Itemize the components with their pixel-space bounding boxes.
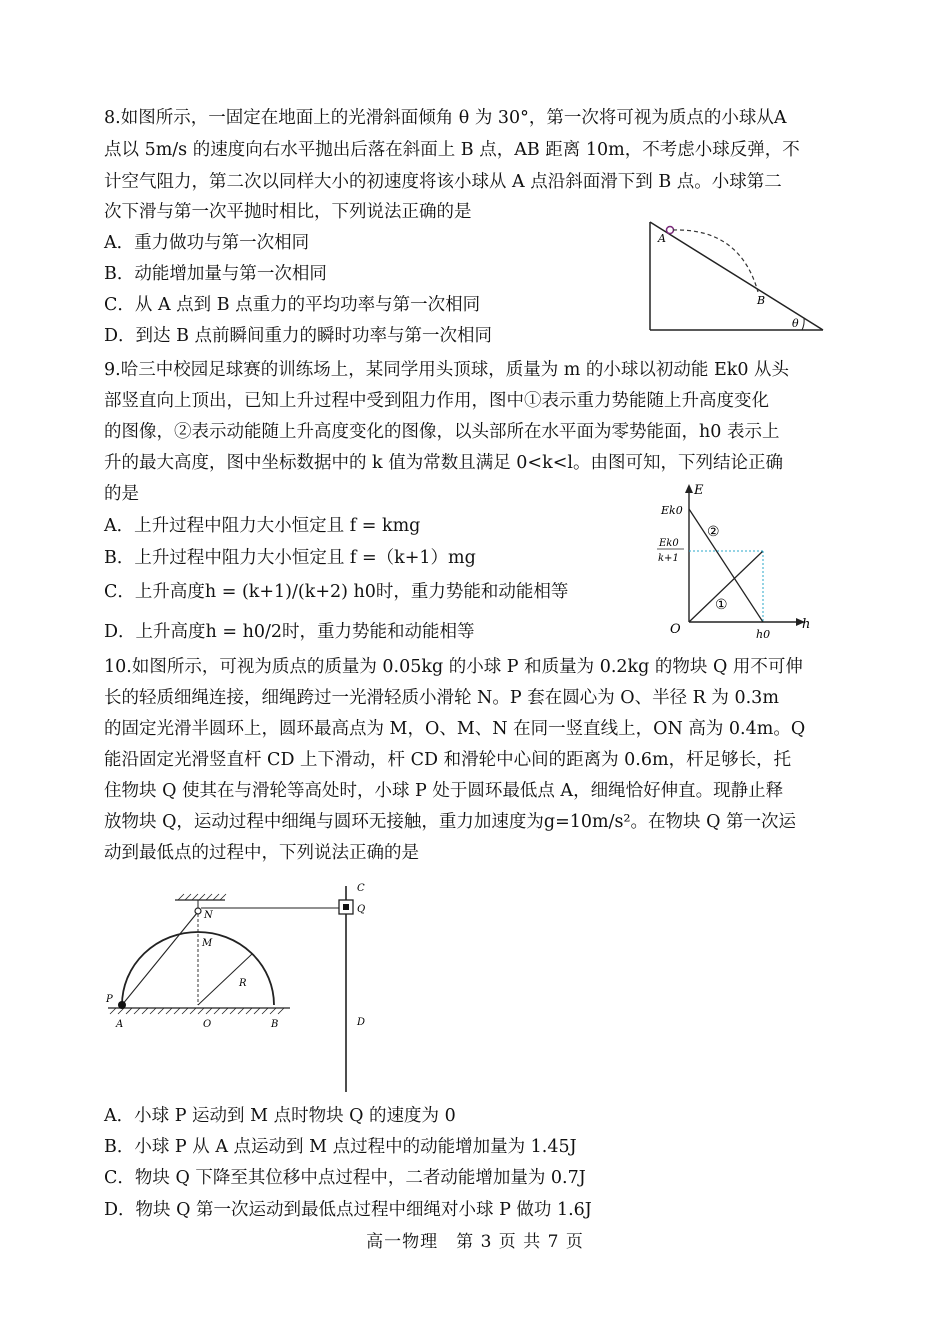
q8-option-b: B．动能增加量与第一次相同 (104, 264, 327, 284)
q9-option-b: B．上升过程中阻力大小恒定且 f =（k+1）mg (104, 548, 476, 568)
q9-stem-line-2: 部竖直向上顶出，已知上升过程中受到阻力作用，图中①表示重力势能随上升高度变化 (104, 391, 769, 411)
q8-label-b: B (757, 294, 766, 307)
q8-label-a: A (658, 232, 666, 245)
q10-option-d: D．物块 Q 第一次运动到最低点过程中细绳对小球 P 做功 1.6J (104, 1200, 592, 1220)
q9-stem-line-3: 的图像，②表示动能随上升高度变化的图像，以头部所在水平面为零势能面，h0 表示上 (104, 422, 780, 442)
q9-stem-line-4: 升的最大高度，图中坐标数据中的 k 值为常数且满足 0<k<l。由图可知，下列结论正确 (104, 453, 783, 473)
q10-option-a: A．小球 P 运动到 M 点时物块 Q 的速度为 0 (104, 1106, 456, 1126)
q9-stem-line-1: 9.哈三中校园足球赛的训练场上，某同学用头顶球，质量为 m 的小球以初动能 Ek0 从头 (104, 360, 790, 380)
q9-tick-frac-num: Ek0 (659, 538, 679, 549)
q10-label-o: O (203, 1019, 212, 1030)
q10-stem-line-4: 能沿固定光滑竖直杆 CD 上下滑动，杆 CD 和滑轮中心间的距离为 0.6m，杆足够长，托 (104, 750, 792, 770)
q8-option-a: A．重力做功与第一次相同 (104, 233, 310, 253)
q10-label-b: B (271, 1019, 279, 1030)
q10-label-r: R (239, 978, 247, 989)
q9-option-a: A．上升过程中阻力大小恒定且 f = kmg (104, 516, 421, 536)
q10-stem-line-7: 动到最低点的过程中，下列说法正确的是 (104, 843, 419, 863)
q9-energy-graph (650, 480, 820, 642)
q10-label-m: M (202, 938, 213, 949)
q9-tick-ek0: Ek0 (661, 504, 683, 517)
page-footer: 高一物理 第 3 页 共 7 页 (366, 1232, 584, 1252)
ball-p-icon (118, 1001, 126, 1009)
q8-stem-line-2: 点以 5m/s 的速度向右水平抛出后落在斜面上 B 点，AB 距离 10m，不考虑小球反弹，不 (104, 140, 800, 160)
q10-stem-line-3: 的固定光滑半圆环上，圆环最高点为 M，O、M、N 在同一竖直线上，ON 高为 0.4m。Q (104, 719, 806, 739)
q10-label-d: D (357, 1017, 366, 1028)
q9-tick-frac-den: k+1 (658, 553, 679, 564)
q9-option-d: D．上升高度h = h0/2时，重力势能和动能相等 (104, 622, 475, 642)
q9-curve-2-label: ② (707, 524, 720, 540)
q8-label-theta: θ (792, 317, 799, 330)
q10-option-c: C．物块 Q 下降至其位移中点过程中，二者动能增加量为 0.7J (104, 1168, 586, 1188)
q10-label-c: C (357, 883, 365, 894)
q10-label-p: P (106, 994, 113, 1005)
q10-stem-line-5: 住物块 Q 使其在与滑轮等高处时，小球 P 处于圆环最低点 A，细绳恰好伸直。现静止释 (104, 781, 784, 801)
q10-stem-line-6: 放物块 Q，运动过程中细绳与圆环无接触，重力加速度为g=10m/s²。在物块 Q 第一次运 (104, 812, 796, 832)
q9-axis-h: h (802, 617, 811, 632)
q10-label-n: N (204, 910, 213, 921)
ball-icon (667, 227, 674, 234)
q9-curve-1-label: ① (715, 597, 728, 613)
q9-origin: O (670, 622, 681, 637)
q8-option-d: D．到达 B 点前瞬间重力的瞬时功率与第一次相同 (104, 326, 493, 346)
q9-stem-line-5: 的是 (104, 484, 139, 504)
q8-stem-line-4: 次下滑与第一次平抛时相比，下列说法正确的是 (104, 202, 472, 222)
q10-label-a: A (116, 1019, 124, 1030)
q8-stem-line-1: 8.如图所示，一固定在地面上的光滑斜面倾角 θ 为 30°，第一次将可视为质点的小球从A (104, 108, 787, 128)
q9-tick-h0: h0 (756, 628, 771, 641)
q8-stem-line-3: 计空气阻力，第二次以同样大小的初速度将该小球从 A 点沿斜面滑下到 B 点。小球第二 (104, 172, 782, 192)
q10-option-b: B．小球 P 从 A 点运动到 M 点过程中的动能增加量为 1.45J (104, 1137, 577, 1157)
q10-stem-line-2: 长的轻质细绳连接，细绳跨过一光滑轻质小滑轮 N。P 套在圆心为 O、半径 R 为 0.3m (104, 688, 779, 708)
q10-pulley-figure (100, 878, 390, 1098)
q9-option-c: C．上升高度h = (k+1)/(k+2) h0时，重力势能和动能相等 (104, 582, 569, 602)
q10-label-q: Q (357, 904, 366, 915)
q10-stem-line-1: 10.如图所示，可视为质点的质量为 0.05kg 的小球 P 和质量为 0.2kg 的物块 Q 用不可伸 (104, 657, 803, 677)
pulley-icon (195, 908, 201, 914)
q8-option-c: C．从 A 点到 B 点重力的平均功率与第一次相同 (104, 295, 481, 315)
q9-axis-e: E (694, 483, 704, 498)
q8-incline-figure (640, 218, 830, 336)
